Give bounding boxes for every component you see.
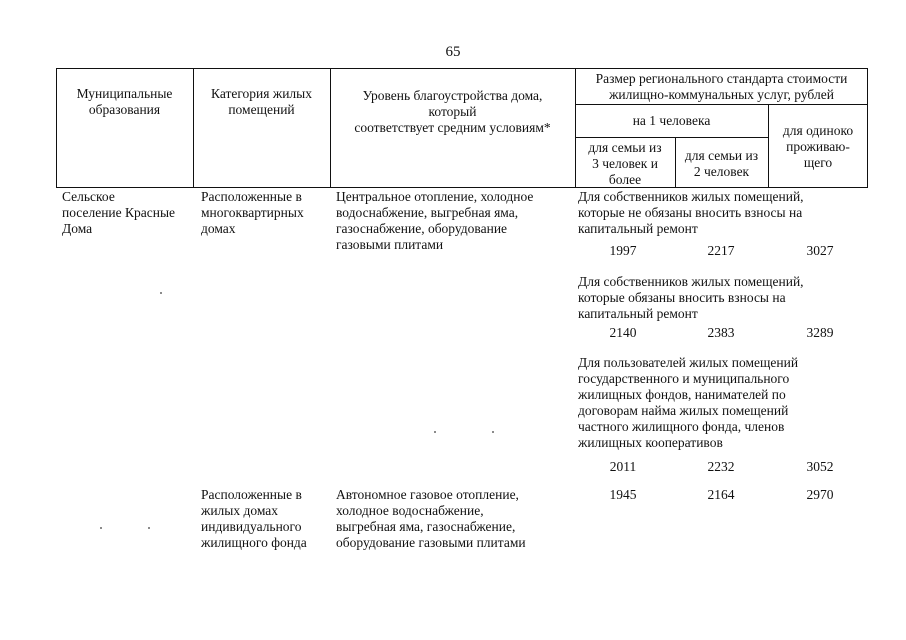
header-subrow-border-1 [575, 104, 868, 105]
value-cell: 2164 [707, 487, 735, 502]
group-owners-with-capital-repair: Для собственников жилых помещений, которые обязаны вносить взносы на капитальный ремонт [578, 274, 804, 321]
header-family2: для семьи из 2 человек [684, 148, 759, 179]
level-autonomous-gas-heating: Автономное газовое отопление, холодное водоснабжение, выгребная яма, газоснабжение, оборудование газовыми плитами [336, 487, 526, 550]
header-single: для одиноко проживаю- щего [782, 123, 854, 170]
table-header [56, 68, 868, 188]
scan-speck [100, 527, 102, 529]
scan-speck [160, 292, 162, 294]
value-cell: 2383 [707, 325, 735, 340]
header-top-border [56, 68, 868, 69]
scan-speck [434, 431, 436, 433]
header-subrow-border-2 [575, 137, 768, 138]
scan-speck [148, 527, 150, 529]
value-cell: 2232 [707, 459, 735, 474]
municipality-name: Сельское поселение Красные Дома [62, 189, 176, 236]
header-standard-title: Размер регионального стандарта стоимости жилищно-коммунальных услуг, рублей [595, 71, 848, 102]
header-bottom-border [56, 187, 868, 188]
group-owners-no-capital-repair: Для собственников жилых помещений, которые не обязаны вносить взносы на капитальный ремонт [578, 189, 804, 236]
value-cell: 2140 [609, 325, 637, 340]
header-category: Категория жилых помещений [211, 86, 312, 117]
group-tenants-and-users: Для пользователей жилых помещений государственного и муниципального жилищных фондов, нанимателей по договорам найма жилых помещений частного жилищного фонда, членов жилищных кооперативов [578, 355, 799, 450]
value-cell: 1945 [609, 487, 637, 502]
header-municipality: Муниципальные образования [76, 86, 173, 117]
value-cell: 3052 [806, 459, 834, 474]
value-cell: 2217 [707, 243, 735, 258]
header-level: Уровень благоустройства дома, который соответствует средним условиям* [354, 88, 551, 135]
category-individual-houses: Расположенные в жилых домах индивидуального жилищного фонда [201, 487, 307, 550]
value-cell: 2011 [609, 459, 637, 474]
category-apartment-buildings: Расположенные в многоквартирных домах [201, 189, 304, 236]
value-cell: 1997 [609, 243, 637, 258]
header-family3: для семьи из 3 человек и более [588, 140, 662, 187]
level-central-heating: Центральное отопление, холодное водоснабжение, выгребная яма, газоснабжение, оборудование газовыми плитами [336, 189, 534, 252]
header-per-person: на 1 человека [632, 113, 711, 128]
value-cell: 2970 [806, 487, 834, 502]
value-cell: 3289 [806, 325, 834, 340]
scan-speck [492, 431, 494, 433]
page-number: 65 [445, 44, 461, 60]
value-cell: 3027 [806, 243, 834, 258]
